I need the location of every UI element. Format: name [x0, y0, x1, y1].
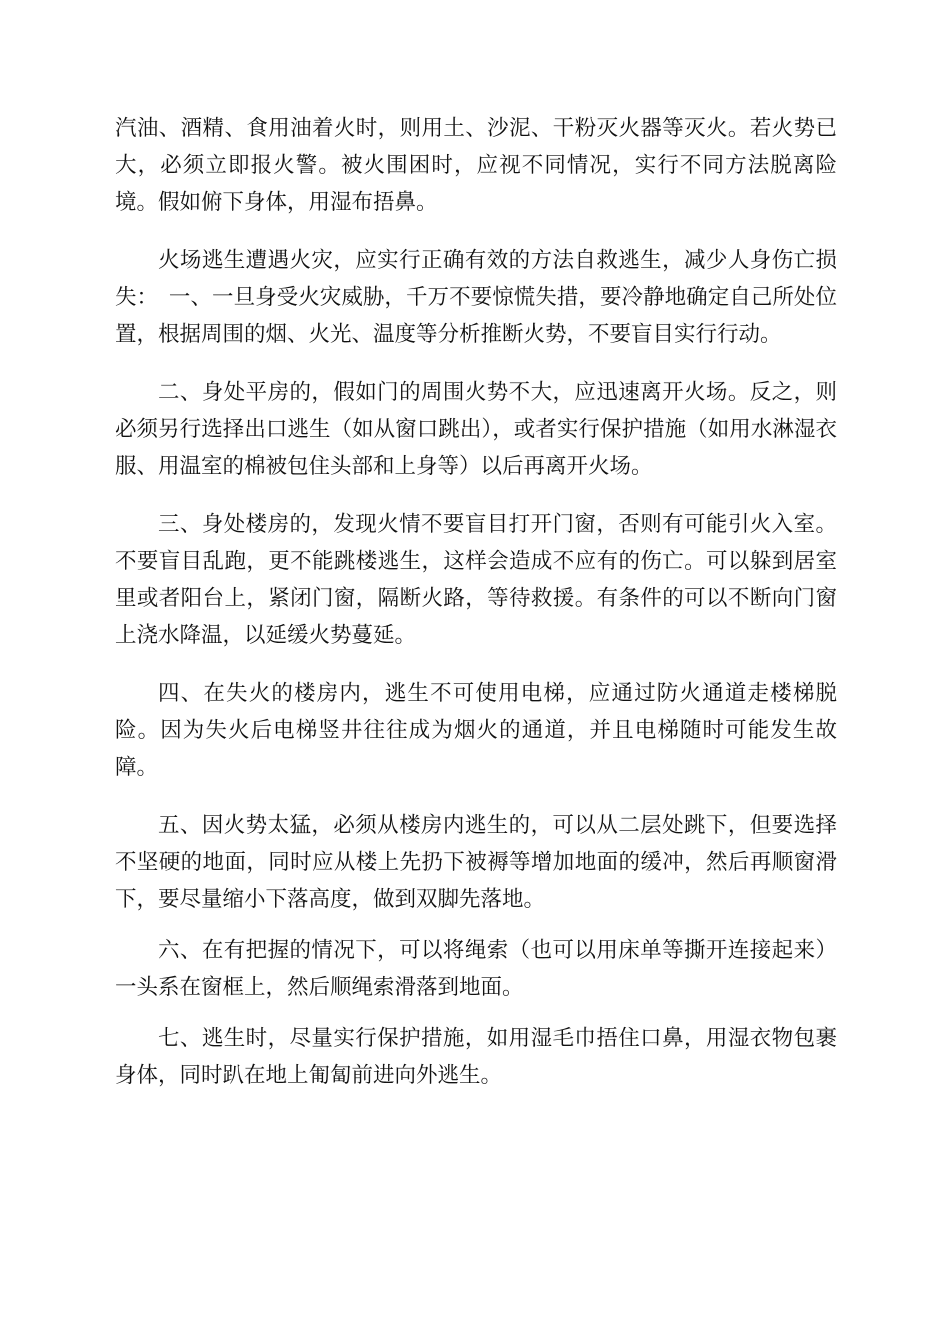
paragraph-item-7: 七、逃生时，尽量实行保护措施，如用湿毛巾捂住口鼻，用湿衣物包裹身体，同时趴在地上匍匐前进向外逃生。 — [115, 1026, 837, 1088]
paragraph-item-5: 五、因火势太猛，必须从楼房内逃生的，可以从二层处跳下，但要选择不坚硬的地面，同时应从楼上先扔下被褥等增加地面的缓冲，然后再顺窗滑下，要尽量缩小下落高度，做到双脚先落地。 — [115, 813, 837, 912]
paragraph-item-2: 二、身处平房的，假如门的周围火势不大，应迅速离开火场。反之，则必须另行选择出口逃生（如从窗口跳出），或者实行保护措施（如用水淋湿衣服、用温室的棉被包住头部和上身等）以后再离开火场。 — [115, 380, 837, 479]
paragraph-extinguish: 汽油、酒精、食用油着火时，则用土、沙泥、干粉灭火器等灭火。若火势已大，必须立即报火警。被火围困时，应视不同情况，实行不同方法脱离险境。假如俯下身体，用湿布捂鼻。 — [115, 116, 837, 215]
paragraph-item-4: 四、在失火的楼房内，逃生不可使用电梯，应通过防火通道走楼梯脱险。因为失火后电梯竖井往往成为烟火的通道，并且电梯随时可能发生故障。 — [115, 681, 837, 780]
paragraph-item-6: 六、在有把握的情况下，可以将绳索（也可以用床单等撕开连接起来）一头系在窗框上，然后顺绳索滑落到地面。 — [115, 938, 837, 1000]
document-page — [115, 110, 837, 1094]
paragraph-escape-intro: 火场逃生遭遇火灾，应实行正确有效的方法自救逃生，减少人身伤亡损失： 一、一旦身受火灾威胁，千万不要惊慌失措，要冷静地确定自己所处位置，根据周围的烟、火光、温度等分析推断火势，不要盲目实行行动。 — [115, 248, 837, 347]
paragraph-item-3: 三、身处楼房的，发现火情不要盲目打开门窗，否则有可能引火入室。不要盲目乱跑，更不能跳楼逃生，这样会造成不应有的伤亡。可以躲到居室里或者阳台上，紧闭门窗，隔断火路，等待救援。有条件的可以不断向门窗上浇水降温，以延缓火势蔓延。 — [115, 512, 837, 648]
